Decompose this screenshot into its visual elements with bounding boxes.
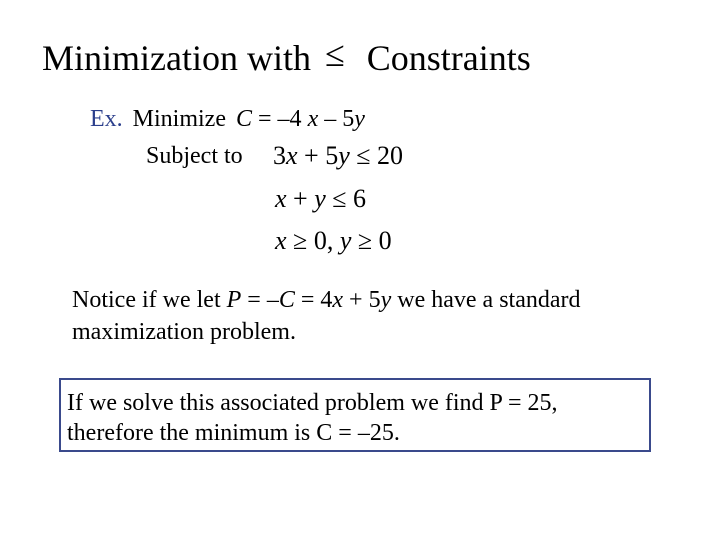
result-text: If we solve this associated problem we find P = 25, therefore the minimum is C = –25. <box>67 390 558 446</box>
constraint-1: 3x + 5y ≤ 20 <box>273 141 404 170</box>
constraint-nonnegativity: x ≥ 0, y ≥ 0 <box>275 226 392 255</box>
subject-to-label: Subject to <box>146 143 243 169</box>
title-text-before: Minimization with <box>42 38 311 78</box>
minimize-word: Minimize <box>132 106 226 132</box>
constraint-2: x + y ≤ 6 <box>275 184 367 213</box>
example-label: Ex. <box>90 106 123 132</box>
title-text-after: Constraints <box>366 38 531 78</box>
objective-function: C = –4 x – 5y <box>236 106 365 132</box>
notice-paragraph: Notice if we let P = –C = 4x + 5y we have a standard maximization problem. <box>72 287 581 345</box>
less-equal-symbol: ≤ <box>324 34 345 74</box>
slide-title <box>42 36 531 80</box>
result-box <box>59 378 651 452</box>
example-line <box>90 104 365 134</box>
